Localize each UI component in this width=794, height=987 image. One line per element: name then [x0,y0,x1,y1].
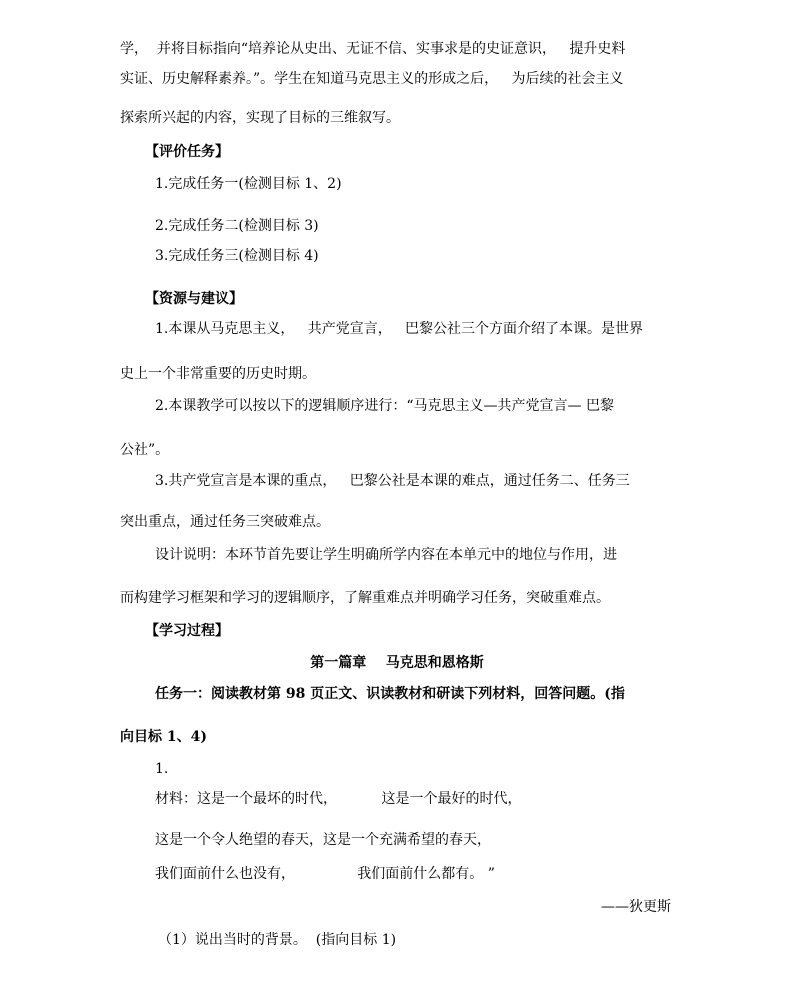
list-item: 3.完成任务三(检测目标 4) [155,248,319,264]
design-note-line: 而构建学习框架和学习的逻辑顺序，了解重难点并明确学习任务，突破重难点。 [120,590,610,606]
paragraph-line: 学， 并将目标指向“培养论从史出、无证不信、实事求是的史证意识， 提升史料 [120,41,626,57]
material-line: 我们面前什么也没有， 我们面前什么都有。 ” [155,866,495,882]
paragraph-line: 突出重点，通过任务三突破难点。 [120,514,330,530]
design-note-line: 设计说明：本环节首先要让学生明确所学内容在本单元中的地位与作用，进 [155,547,617,563]
section-heading-resources: 【资源与建议】 [145,291,243,307]
paragraph-line: 2.本课教学可以按以下的逻辑顺序进行：“马克思主义—共产党宣言— 巴黎 [155,398,614,414]
chapter-title: 第一篇章 马克思和恩格斯 [310,655,484,671]
paragraph-line: 公社”。 [120,442,170,458]
paragraph-line: 3.共产党宣言是本课的重点， 巴黎公社是本课的难点，通过任务二、任务三 [155,473,630,489]
paragraph-line: 史上一个非常重要的历史时期。 [120,366,316,382]
paragraph-line: 探索所兴起的内容，实现了目标的三维叙写。 [120,110,400,126]
question-line: （1）说出当时的背景。 (指向目标 1) [158,932,397,948]
list-item: 1.完成任务一(检测目标 1、2) [155,176,342,192]
paragraph-line: 实证、历史解释素养。”。学生在知道马克思主义的形成之后， 为后续的社会主义 [120,71,624,87]
item-number: 1. [155,761,169,777]
list-item: 2.完成任务二(检测目标 3) [155,218,319,234]
material-line: 材料：这是一个最坏的时代， 这是一个最好的时代， [155,791,522,807]
paragraph-line: 1.本课从马克思主义， 共产党宣言， 巴黎公社三个方面介绍了本课。是世界 [155,321,644,337]
attribution: ——狄更斯 [601,899,671,915]
material-line: 这是一个令人绝望的春天，这是一个充满希望的春天， [155,832,491,848]
task-line: 任务一：阅读教材第 98 页正文、识读教材和研读下列材料，回答问题。(指 [155,686,625,702]
task-line: 向目标 1、4) [120,729,207,745]
section-heading-evaluation: 【评价任务】 [145,144,229,160]
section-heading-process: 【学习过程】 [145,623,229,639]
